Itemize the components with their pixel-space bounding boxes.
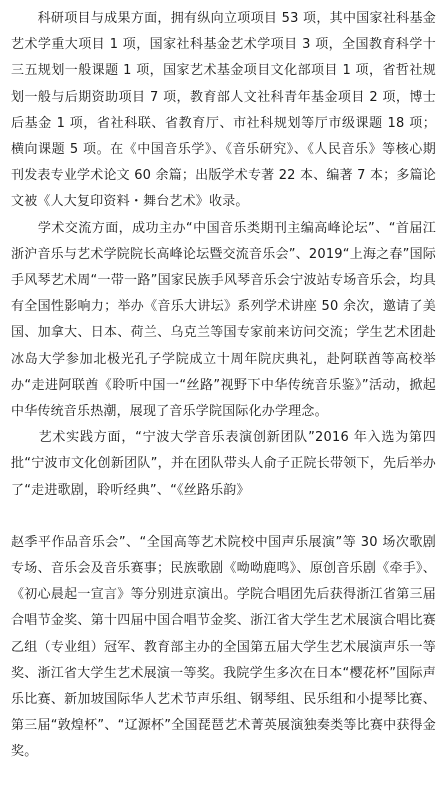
paragraph-practice-part1: 艺术实践方面，“宁波大学音乐表演创新团队”2016 年入选为第四批“宁波市文化创新团队”，并在团队带头人俞子正院长带领下，先后举办了“走进歌剧，聆听经典”、“《丝路乐韵》 [11,430,436,498]
paragraph-practice-part2: 赵季平作品音乐会”、“全国高等艺术院校中国声乐展演”等 30 场次歌剧专场、音乐会及音乐赛事；民族歌剧《呦呦鹿鸣》、原创音乐剧《牵手》、《初心晨起一宣言》等分别进京演出。学院合唱团先后获得浙江省第三届合唱节金奖、第十四届中国合唱节金奖、浙江省大学生艺术展演合唱比赛乙组（专业组）冠军、教育部主办的全国第五届大学生艺术展演声乐一等奖、浙江省大学生艺术展演一等奖。我院学生多次在日本“樱花杯”国际声乐比赛、新加坡国际华人艺术节声乐组、钢琴组、民乐组和小提琴比赛、第三届“敦煌杯”、“辽源杯”全国琵琶艺术菁英展演独奏类等比赛中获得金奖。 [11,534,436,760]
paragraph-research: 科研项目与成果方面，拥有纵向立项项目 53 项，其中国家社科基金艺术学重大项目 1 项，国家社科基金艺术学项目 3 项，全国教育科学十三五规划一般课题 1 项，国家艺术基金项目文化部项目 1 项，省哲社规划一般与后期资助项目 7 项，教育部人文社科青年基金项目 2 项，博士后基金 1 项，省社科联、省教育厅、市社科规划等厅市级课题 18 项；横向课题 5 项。在《中国音乐学》、《音乐研究》、《人民音乐》等核心期刊发表专业学术论文 60 余篇；出版学术专著 22 本、编著 7 本；多篇论文被《人大复印资料・舞台艺术》收录。 [11,11,436,210]
page-break-gap [11,504,436,530]
paragraph-exchange: 学术交流方面，成功主办“中国音乐类期刊主编高峰论坛”、“首届江浙沪音乐与艺术学院院长高峰论坛暨交流音乐会”、2019“上海之春”国际手风琴艺术周“一带一路”国家民族手风琴音乐会宁波站专场音乐会，均具有全国性影响力；举办《音乐大讲坛》系列学术讲座 50 余次，邀请了美国、加拿大、日本、荷兰、乌克兰等国专家前来访问交流；学生艺术团赴冰岛大学参加北极光孔子学院成立十周年院庆典礼，赴阿联酋等高校举办“走进阿联酋《聆听中国一“丝路”视野下中华传统音乐鉴》”活动，掀起中华传统音乐热潮，展现了音乐学院国际化办学理念。 [11,220,436,420]
